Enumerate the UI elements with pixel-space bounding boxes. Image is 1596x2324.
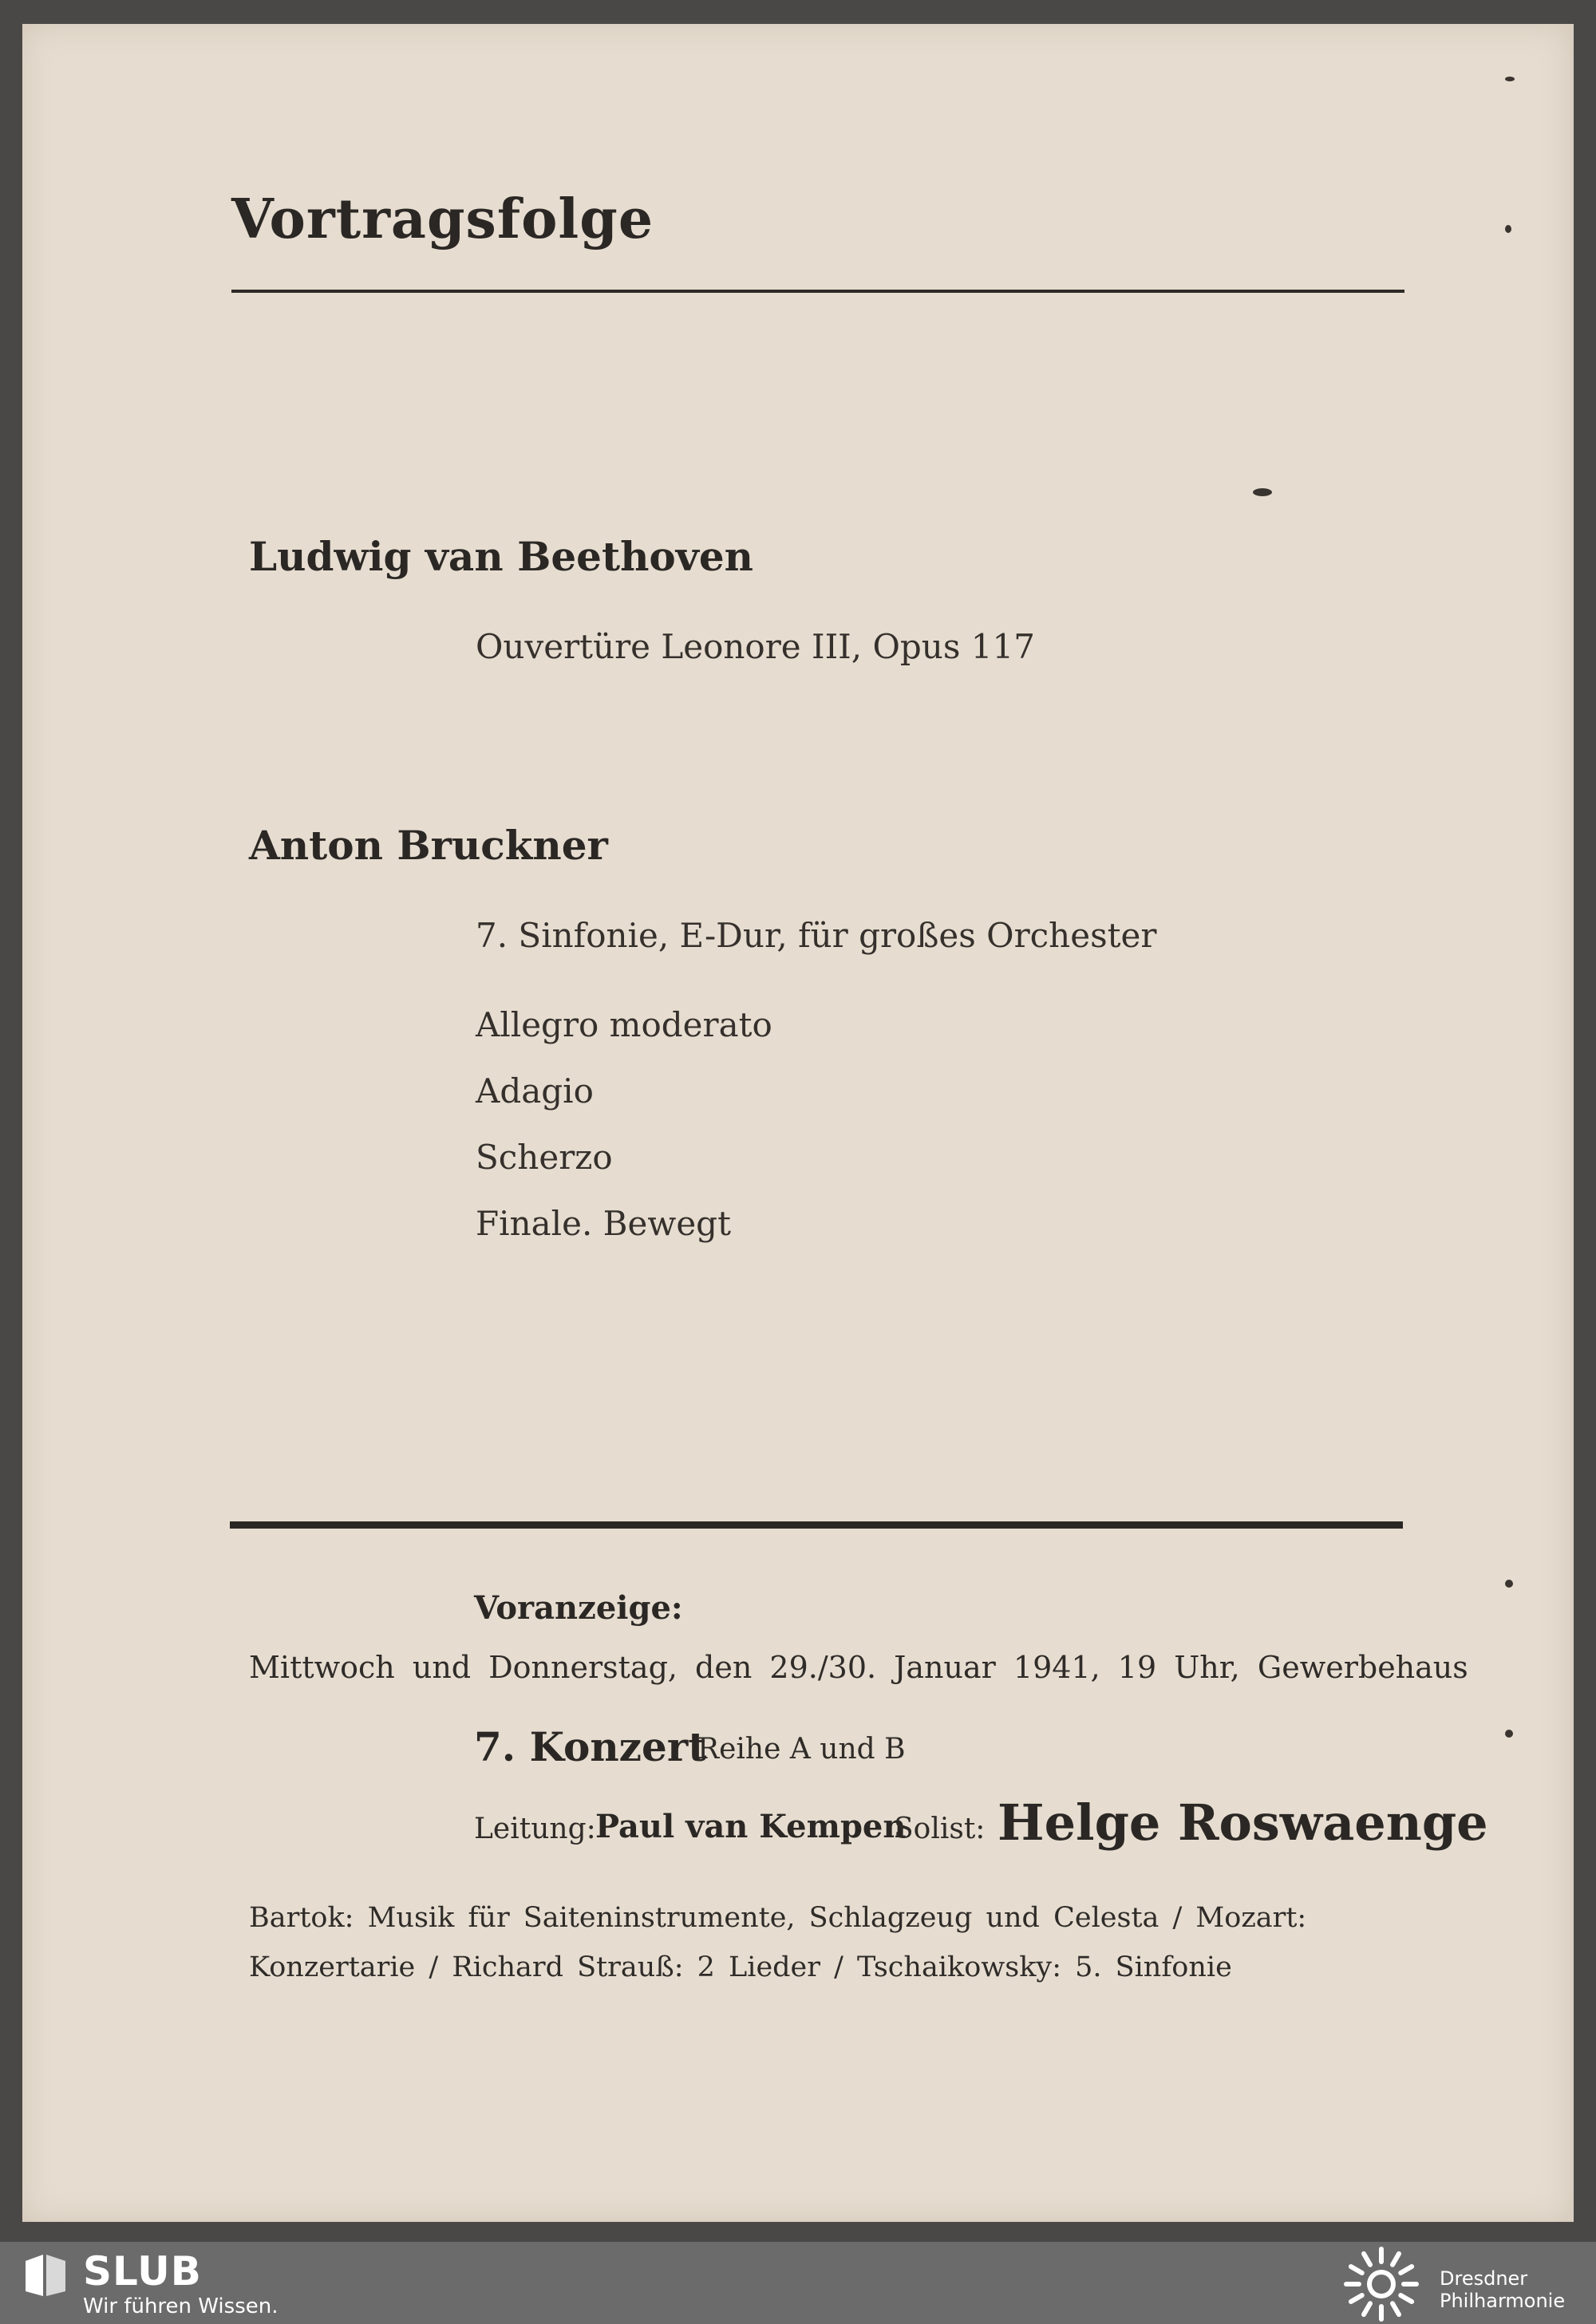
conductor-label: Leitung: bbox=[474, 1813, 596, 1845]
program-heading: Vortragsfolge bbox=[231, 187, 654, 251]
paper-speck bbox=[1505, 225, 1511, 233]
conductor-name: Paul van Kempen bbox=[595, 1808, 907, 1845]
paper-speck bbox=[1505, 77, 1515, 81]
partner-name-line: Philharmonie bbox=[1440, 2290, 1566, 2312]
heading-rule bbox=[231, 290, 1404, 293]
paper-speck bbox=[1505, 1580, 1513, 1588]
movement: Scherzo bbox=[476, 1138, 613, 1177]
concert-number: 7. Konzert bbox=[474, 1723, 707, 1770]
soloist-label: Solist: bbox=[894, 1813, 986, 1845]
paper-speck bbox=[1505, 1730, 1513, 1738]
movement: Allegro moderato bbox=[476, 1005, 772, 1044]
philharmonie-sun-logo-icon bbox=[1342, 2245, 1420, 2323]
preview-program-line: Konzertarie / Richard Strauß: 2 Lieder / Tschaikowsky: 5. Sinfonie bbox=[249, 1951, 1232, 1983]
preview-date-line: Mittwoch und Donnerstag, den 29./30. Januar 1941, 19 Uhr, Gewerbehaus bbox=[249, 1650, 1468, 1685]
movement: Finale. Bewegt bbox=[476, 1204, 731, 1243]
work-title: Ouvertüre Leonore III, Opus 117 bbox=[476, 627, 1035, 666]
slub-name: SLUB bbox=[83, 2248, 202, 2294]
composer-name: Ludwig van Beethoven bbox=[249, 533, 753, 580]
slub-logo-icon bbox=[22, 2251, 69, 2299]
concert-series: Reihe A und B bbox=[697, 1733, 906, 1766]
partner-name-line: Dresdner bbox=[1440, 2267, 1528, 2290]
partner-name bbox=[1440, 2267, 1565, 2312]
preview-program-line: Bartok: Musik für Saiteninstrumente, Schlagzeug und Celesta / Mozart: bbox=[249, 1902, 1307, 1934]
work-title: 7. Sinfonie, E-Dur, für großes Orchester bbox=[476, 916, 1157, 955]
movement: Adagio bbox=[476, 1071, 594, 1111]
slub-tagline: Wir führen Wissen. bbox=[83, 2294, 279, 2318]
section-rule bbox=[230, 1521, 1403, 1529]
composer-name: Anton Bruckner bbox=[249, 822, 608, 869]
soloist-name: Helge Roswaenge bbox=[998, 1793, 1488, 1852]
preview-label: Voranzeige: bbox=[474, 1589, 683, 1627]
paper-speck bbox=[1253, 488, 1272, 496]
program-sheet bbox=[22, 24, 1574, 2222]
